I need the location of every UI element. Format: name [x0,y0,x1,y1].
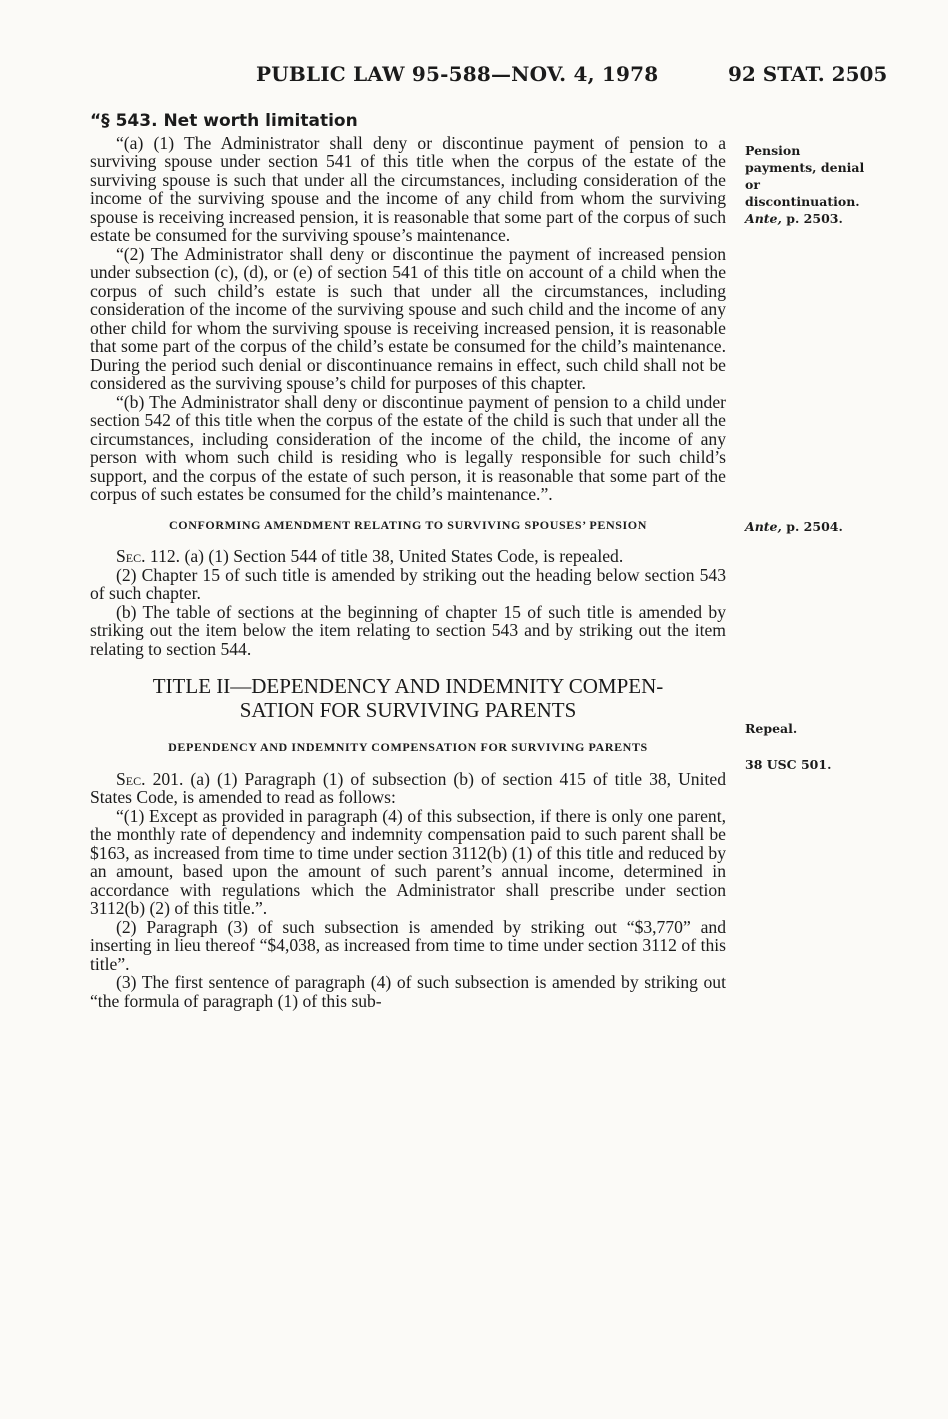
sec-112-a2: (2) Chapter 15 of such title is amended by striking out the heading below section 543 of such chapter. [90,564,726,603]
sec-112-b: (b) The table of sections at the beginning of chapter 15 of such title is amended by striking out the item below the item relating to section 543 and by striking out the item relating to section 544. [90,601,726,659]
sec-201-paragraph [90,770,726,807]
sec-201-a2: (2) Paragraph (3) of such subsection is amended by striking out “$3,770” and inserting in lieu thereof “$4,038, as increased from time to time under section 3112 of this title”. [90,916,726,974]
sec-201-text: 201. (a) (1) Paragraph (1) of subsection (b) of section 415 of title 38, United States Code, is amended to read as follows: [90,768,726,807]
margin-note-line: or [745,177,760,192]
sec-label: Sec. [116,768,146,789]
sec-label: Sec. [116,546,146,566]
margin-note-line: payments, denial [745,160,865,175]
ante-italic: Ante, [745,211,782,226]
sec-201-a3: (3) The first sentence of paragraph (4) of such subsection is amended by striking out “the formula of paragraph (1) of this sub- [90,972,726,1011]
ante-page: p. 2504. [781,519,843,534]
ante-page: p. 2503. [781,211,843,226]
title-ii-line-2: SATION FOR SURVIVING PARENTS [239,698,577,722]
sec-201-quoted-1: “(1) Except as provided in paragraph (4) of this subsection, if there is only one parent, the monthly rate of dependency and indemnity compensation paid to such parent shall be $163, as increased from time to time under section 3112(b) (1) of this title and reduced by an amount, based upon the amount of such parent’s annual income, determined in accordance with regulations which the Administrator shall prescribe under section 3112(b) (2) of this title.”. [90,805,726,918]
title-ii-heading [90,674,726,722]
paragraph-a1: “(a) (1) The Administrator shall deny or discontinue payment of pension to a surviving spouse under section 541 of this title when the corpus of the estate of the surviving spouse is such that under all the circumstances, including consideration of the income of the surviving spouse and the income of any child from whom the surviving spouse is receiving increased pension, it is reasonable that some part of the corpus of such estate be consumed for the surviving spouse’s maintenance. [90,132,726,245]
dic-subheading: DEPENDENCY AND INDEMNITY COMPENSATION FOR SURVIVING PARENTS [168,740,648,754]
page-header-title: PUBLIC LAW 95-588—NOV. 4, 1978 [256,62,659,86]
conforming-amendment-heading: CONFORMING AMENDMENT RELATING TO SURVIVING SPOUSES’ PENSION [169,517,647,532]
margin-note-repeal: Repeal. [745,721,798,736]
ante-italic: Ante, [745,519,782,534]
paragraph-a2: “(2) The Administrator shall deny or discontinue the payment of increased pension under subsection (c), (d), or (e) of section 541 of this title on account of a child when the corpus of such child’s estate is such that under all the circumstances, including consideration of the income of the surviving spouse and such child and the income of any other child for whom the surviving spouse is receiving increased pension, it is reasonable that some part of the corpus of the child’s estate be consumed for the child’s maintenance. During the period such denial or discontinuance remains in effect, such child shall not be considered as the surviving spouse’s child for purposes of this chapter. [90,243,726,393]
sec-112-text: 112. (a) (1) Section 544 of title 38, United States Code, is repealed. [145,546,624,566]
margin-note-line: Pension [745,143,801,158]
paragraph-b: “(b) The Administrator shall deny or discontinue payment of pension to a child under section 542 of this title when the corpus of the estate of the child is such that under all the circumstances, including consideration of the income of the child, the income of any person with whom such child is residing who is legally responsible for such child’s support, and the corpus of the estate of such person, it is reasonable that some part of the corpus of such estates be consumed for the child’s maintenance.”. [90,391,726,504]
margin-note-ref [745,210,864,227]
page-header-stat: 92 STAT. 2505 [728,62,888,86]
main-text-column [90,112,726,1010]
title-ii-line-1: TITLE II—DEPENDENCY AND INDEMNITY COMPEN- [152,674,664,698]
margin-note-ante-2504 [745,518,843,535]
section-543-heading: “§ 543. Net worth limitation [90,111,358,131]
margin-note-usc: 38 USC 501. [745,757,832,772]
margin-note-pension [745,142,864,227]
sec-112-paragraph [90,547,726,566]
margin-note-line: discontinuation. [745,194,860,209]
